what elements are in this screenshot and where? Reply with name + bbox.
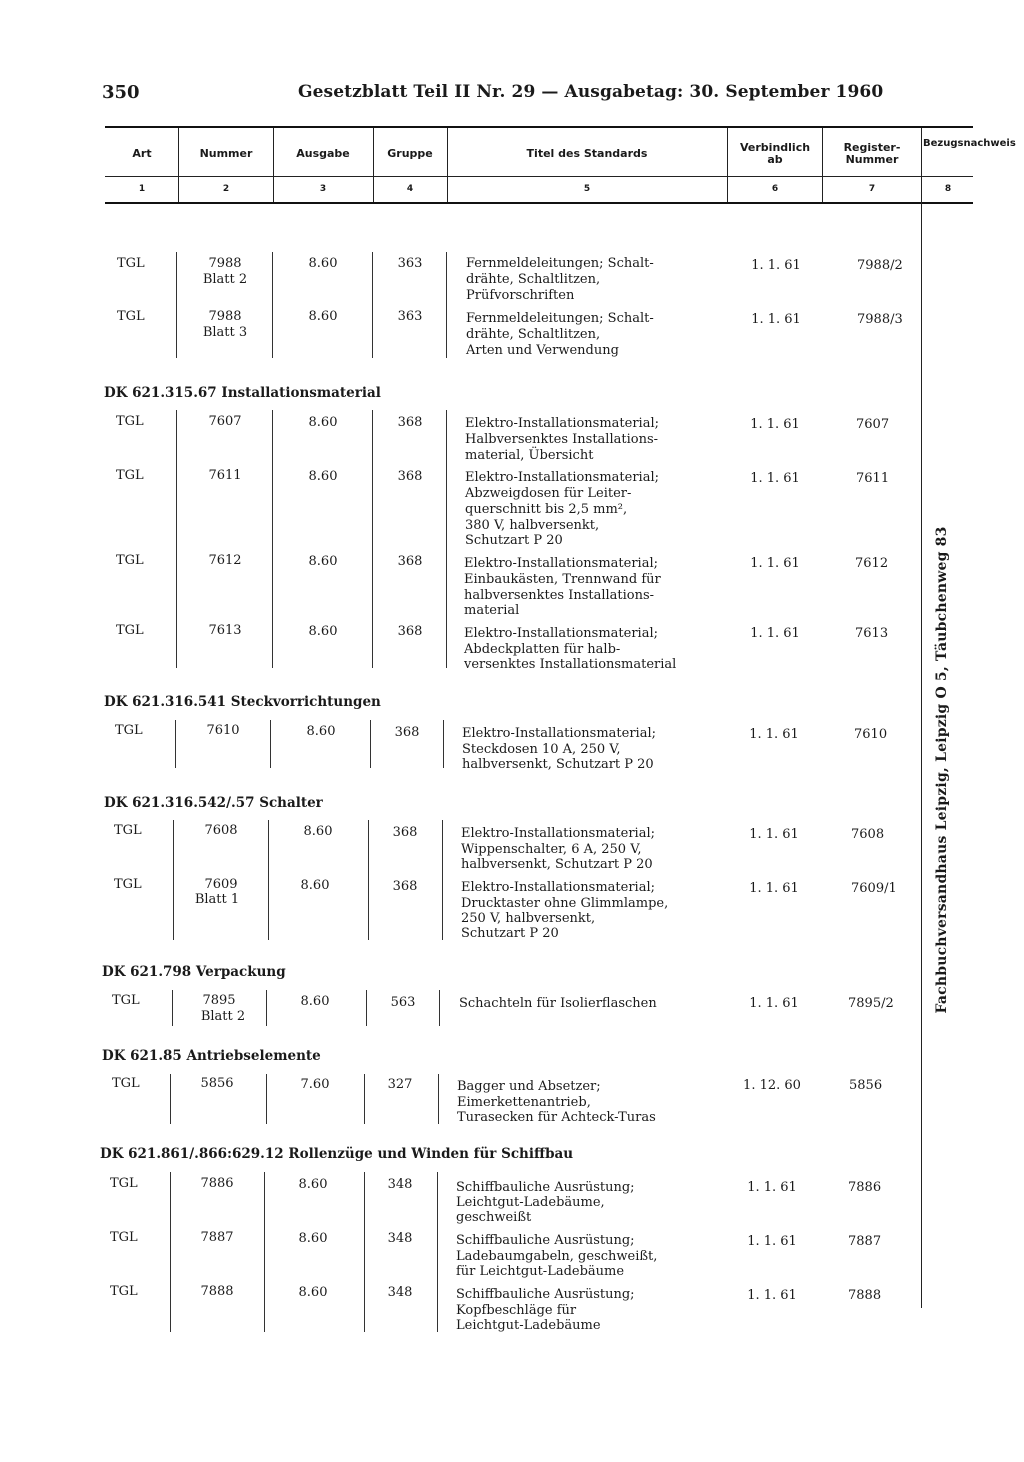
- cell-art: TGL: [116, 553, 144, 568]
- cell-title-line: Drucktaster ohne Glimmlampe,: [461, 896, 669, 911]
- col-divider: [447, 128, 448, 202]
- cell-ausgabe: 8.60: [308, 624, 338, 639]
- cell-title-line: Prüfvorschriften: [466, 288, 575, 303]
- cell-nummer: 7887: [200, 1230, 234, 1245]
- group-rule: [372, 252, 373, 358]
- cell-verbindlich: 1. 1. 61: [747, 1234, 797, 1249]
- cell-ausgabe: 8.60: [306, 724, 336, 739]
- cell-register: 5856: [849, 1078, 883, 1093]
- header-mid-rule: [105, 176, 973, 177]
- cell-art: TGL: [117, 309, 145, 324]
- cell-ausgabe: 8.60: [308, 309, 338, 324]
- cell-verbindlich: 1. 1. 61: [750, 417, 800, 432]
- cell-nummer: 7888: [200, 1284, 234, 1299]
- cell-title-line: Elektro-Installationsmaterial;: [464, 626, 659, 641]
- cell-title-line: Halbversenktes Installations-: [465, 432, 659, 447]
- section-heading: DK 621.316.541 Steckvorrichtungen: [104, 694, 381, 710]
- cell-gruppe: 327: [387, 1077, 413, 1092]
- col-header-gruppe: Gruppe: [387, 147, 433, 160]
- cell-blatt: Blatt 1: [194, 892, 240, 907]
- cell-art: TGL: [116, 468, 144, 483]
- col-number: 4: [406, 184, 414, 194]
- cell-title-line: halbversenktes Installations-: [464, 588, 655, 603]
- cell-title-line: Elektro-Installationsmaterial;: [465, 416, 660, 431]
- cell-nummer: 7895: [202, 993, 236, 1008]
- group-rule: [366, 990, 367, 1026]
- cell-title-line: Schutzart P 20: [465, 533, 563, 548]
- cell-art: TGL: [115, 723, 143, 738]
- cell-title-line: Elektro-Installationsmaterial;: [461, 880, 656, 895]
- col-number: 3: [319, 184, 327, 194]
- cell-register: 7988/2: [857, 258, 903, 273]
- section-heading: DK 621.798 Verpackung: [102, 964, 286, 980]
- cell-nummer: 7886: [200, 1176, 234, 1191]
- cell-title-line: für Leichtgut-Ladebäume: [456, 1264, 625, 1279]
- cell-art: TGL: [110, 1284, 138, 1299]
- cell-gruppe: 348: [387, 1285, 413, 1300]
- cell-verbindlich: 1. 1. 61: [749, 727, 799, 742]
- cell-gruppe: 368: [397, 415, 423, 430]
- header-top-rule: [105, 126, 973, 128]
- cell-gruppe: 368: [392, 825, 418, 840]
- cell-art: TGL: [114, 877, 142, 892]
- cell-register: 7612: [855, 556, 889, 571]
- group-rule: [443, 720, 444, 768]
- group-rule: [270, 720, 271, 768]
- cell-title-line: 380 V, halbversenkt,: [465, 518, 600, 533]
- group-rule: [370, 720, 371, 768]
- group-rule: [264, 1172, 265, 1332]
- col-divider: [273, 128, 274, 202]
- sidebar-reference: [928, 526, 956, 1014]
- cell-gruppe: 363: [397, 256, 423, 271]
- col-header-register: Register-Nummer: [843, 141, 901, 166]
- col-number: 1: [138, 184, 146, 194]
- col-header-art: Art: [132, 147, 152, 160]
- cell-verbindlich: 1. 1. 61: [751, 312, 801, 327]
- col-divider: [373, 128, 374, 202]
- cell-art: TGL: [116, 623, 144, 638]
- cell-art: TGL: [110, 1176, 138, 1191]
- group-rule: [170, 1074, 171, 1124]
- cell-title-line: Schiffbauliche Ausrüstung;: [456, 1233, 635, 1248]
- col-divider-reference: [921, 128, 922, 1308]
- cell-title-line: Eimerkettenantrieb,: [457, 1095, 591, 1110]
- cell-title-line: querschnitt bis 2,5 mm²,: [465, 502, 628, 517]
- cell-art: TGL: [110, 1230, 138, 1245]
- cell-ausgabe: 8.60: [308, 256, 338, 271]
- col-divider: [822, 128, 823, 202]
- cell-title-line: Steckdosen 10 A, 250 V,: [462, 742, 621, 757]
- cell-ausgabe: 8.60: [298, 1177, 328, 1192]
- cell-title-line: drähte, Schaltlitzen,: [466, 327, 601, 342]
- group-rule: [172, 990, 173, 1026]
- group-rule: [266, 1074, 267, 1124]
- cell-title-line: Leichtgut-Ladebäume: [456, 1318, 601, 1333]
- cell-title-line: drähte, Schaltlitzen,: [466, 272, 601, 287]
- cell-title-line: Schutzart P 20: [461, 926, 559, 941]
- cell-register: 7609/1: [851, 881, 897, 896]
- cell-gruppe: 368: [397, 624, 423, 639]
- cell-gruppe: 368: [392, 879, 418, 894]
- cell-ausgabe: 8.60: [300, 878, 330, 893]
- group-rule: [364, 1172, 365, 1332]
- cell-register: 7610: [854, 727, 888, 742]
- cell-verbindlich: 1. 1. 61: [750, 556, 800, 571]
- section-heading: DK 621.85 Antriebselemente: [102, 1048, 321, 1064]
- cell-title-line: Elektro-Installationsmaterial;: [462, 726, 657, 741]
- cell-nummer: 7612: [208, 553, 242, 568]
- cell-gruppe: 563: [390, 995, 416, 1010]
- section-heading: DK 621.316.542/.57 Schalter: [104, 795, 323, 811]
- cell-ausgabe: 8.60: [308, 415, 338, 430]
- col-number: 6: [771, 184, 779, 194]
- col-number: 8: [944, 184, 952, 194]
- cell-verbindlich: 1. 1. 61: [747, 1288, 797, 1303]
- sidebar-reference-text: Fachbuchversandhaus Leipzig, Leipzig O 5, Täubchenweg 83: [934, 526, 950, 1014]
- group-rule: [173, 820, 174, 940]
- cell-title-line: halbversenkt, Schutzart P 20: [461, 857, 653, 872]
- cell-title-line: Wippenschalter, 6 A, 250 V,: [461, 842, 642, 857]
- page-number: 350: [102, 82, 140, 103]
- group-rule: [438, 1074, 439, 1124]
- col-number: 2: [222, 184, 230, 194]
- col-header-verbindlich: Verbindlich ab: [740, 141, 811, 166]
- cell-title-line: Einbaukästen, Trennwand für: [464, 572, 661, 587]
- cell-art: TGL: [112, 1076, 140, 1091]
- cell-gruppe: 368: [397, 469, 423, 484]
- cell-title-line: Ladebaumgabeln, geschweißt,: [456, 1249, 658, 1264]
- cell-title-line: versenktes Installationsmaterial: [464, 657, 677, 672]
- cell-verbindlich: 1. 1. 61: [750, 626, 800, 641]
- cell-title-line: geschweißt: [456, 1210, 532, 1225]
- cell-nummer: 7613: [208, 623, 242, 638]
- cell-register: 7608: [851, 827, 885, 842]
- cell-gruppe: 348: [387, 1177, 413, 1192]
- cell-art: TGL: [114, 823, 142, 838]
- section-heading: DK 621.861/.866:629.12 Rollenzüge und Winden für Schiffbau: [100, 1146, 574, 1162]
- col-header-titel: Titel des Standards: [526, 147, 648, 160]
- group-rule: [372, 410, 373, 668]
- cell-title-line: 250 V, halbversenkt,: [461, 911, 596, 926]
- col-divider: [727, 128, 728, 202]
- cell-ausgabe: 8.60: [298, 1231, 328, 1246]
- cell-ausgabe: 8.60: [308, 554, 338, 569]
- cell-title-line: Arten und Verwendung: [466, 343, 619, 358]
- cell-nummer: 7988: [208, 309, 242, 324]
- cell-verbindlich: 1. 1. 61: [749, 881, 799, 896]
- group-rule: [442, 820, 443, 940]
- cell-verbindlich: 1. 1. 61: [751, 258, 801, 273]
- cell-nummer: 7607: [208, 414, 242, 429]
- cell-title-line: Bagger und Absetzer;: [457, 1079, 601, 1094]
- col-number: 5: [583, 184, 591, 194]
- cell-ausgabe: 8.60: [298, 1285, 328, 1300]
- group-rule: [439, 990, 440, 1026]
- group-rule: [170, 1172, 171, 1332]
- group-rule: [175, 720, 176, 768]
- cell-art: TGL: [112, 993, 140, 1008]
- cell-ausgabe: 7.60: [300, 1077, 330, 1092]
- cell-title-line: material: [464, 603, 520, 618]
- cell-nummer: 7611: [208, 468, 242, 483]
- cell-gruppe: 368: [394, 725, 420, 740]
- col-number: 7: [868, 184, 876, 194]
- running-title: Gesetzblatt Teil II Nr. 29 — Ausgabetag: 30. September 1960: [298, 82, 884, 102]
- cell-blatt: Blatt 3: [202, 325, 248, 340]
- group-rule: [437, 1172, 438, 1332]
- group-rule: [272, 410, 273, 668]
- cell-art: TGL: [116, 414, 144, 429]
- cell-gruppe: 368: [397, 554, 423, 569]
- cell-nummer: 7608: [204, 823, 238, 838]
- cell-register: 7895/2: [848, 996, 894, 1011]
- cell-verbindlich: 1. 1. 61: [747, 1180, 797, 1195]
- cell-gruppe: 363: [397, 309, 423, 324]
- cell-register: 7988/3: [857, 312, 903, 327]
- cell-title-line: halbversenkt, Schutzart P 20: [462, 757, 654, 772]
- cell-register: 7888: [848, 1288, 882, 1303]
- cell-title-line: Kopfbeschläge für: [456, 1303, 577, 1318]
- group-rule: [176, 252, 177, 358]
- cell-blatt: Blatt 2: [202, 272, 248, 287]
- group-rule: [176, 410, 177, 668]
- cell-title-line: Schachteln für Isolierflaschen: [459, 996, 657, 1011]
- cell-nummer: 7609: [204, 877, 238, 892]
- cell-title-line: Elektro-Installationsmaterial;: [461, 826, 656, 841]
- cell-ausgabe: 8.60: [300, 994, 330, 1009]
- cell-title-line: Turasecken für Achteck-Turas: [457, 1110, 656, 1125]
- cell-title-line: Fernmeldeleitungen; Schalt-: [466, 256, 654, 271]
- cell-nummer: 5856: [200, 1076, 234, 1091]
- cell-nummer: 7988: [208, 256, 242, 271]
- group-rule: [368, 820, 369, 940]
- cell-gruppe: 348: [387, 1231, 413, 1246]
- cell-ausgabe: 8.60: [303, 824, 333, 839]
- cell-register: 7886: [848, 1180, 882, 1195]
- col-header-bezug: Bezugsnachweis: [923, 138, 1016, 149]
- cell-register: 7613: [855, 626, 889, 641]
- cell-verbindlich: 1. 1. 61: [749, 827, 799, 842]
- cell-title-line: material, Übersicht: [465, 448, 594, 463]
- cell-verbindlich: 1. 1. 61: [749, 996, 799, 1011]
- group-rule: [446, 410, 447, 668]
- cell-register: 7607: [856, 417, 890, 432]
- group-rule: [364, 1074, 365, 1124]
- col-header-ausgabe: Ausgabe: [296, 147, 350, 160]
- cell-title-line: Leichtgut-Ladebäume,: [456, 1195, 605, 1210]
- cell-verbindlich: 1. 1. 61: [750, 471, 800, 486]
- group-rule: [272, 252, 273, 358]
- group-rule: [446, 252, 447, 358]
- col-header-nummer: Nummer: [199, 147, 253, 160]
- cell-nummer: 7610: [206, 723, 240, 738]
- cell-verbindlich: 1. 12. 60: [743, 1078, 801, 1093]
- cell-register: 7887: [848, 1234, 882, 1249]
- cell-title-line: Abdeckplatten für halb-: [464, 642, 621, 657]
- header-bottom-rule: [105, 202, 973, 204]
- cell-title-line: Elektro-Installationsmaterial;: [464, 556, 659, 571]
- cell-title-line: Abzweigdosen für Leiter-: [465, 486, 632, 501]
- section-heading: DK 621.315.67 Installationsmaterial: [104, 385, 381, 401]
- cell-ausgabe: 8.60: [308, 469, 338, 484]
- cell-title-line: Elektro-Installationsmaterial;: [465, 470, 660, 485]
- cell-art: TGL: [117, 256, 145, 271]
- cell-title-line: Schiffbauliche Ausrüstung;: [456, 1180, 635, 1195]
- cell-register: 7611: [856, 471, 890, 486]
- cell-title-line: Fernmeldeleitungen; Schalt-: [466, 311, 654, 326]
- cell-blatt: Blatt 2: [200, 1009, 246, 1024]
- cell-title-line: Schiffbauliche Ausrüstung;: [456, 1287, 635, 1302]
- col-divider: [178, 128, 179, 202]
